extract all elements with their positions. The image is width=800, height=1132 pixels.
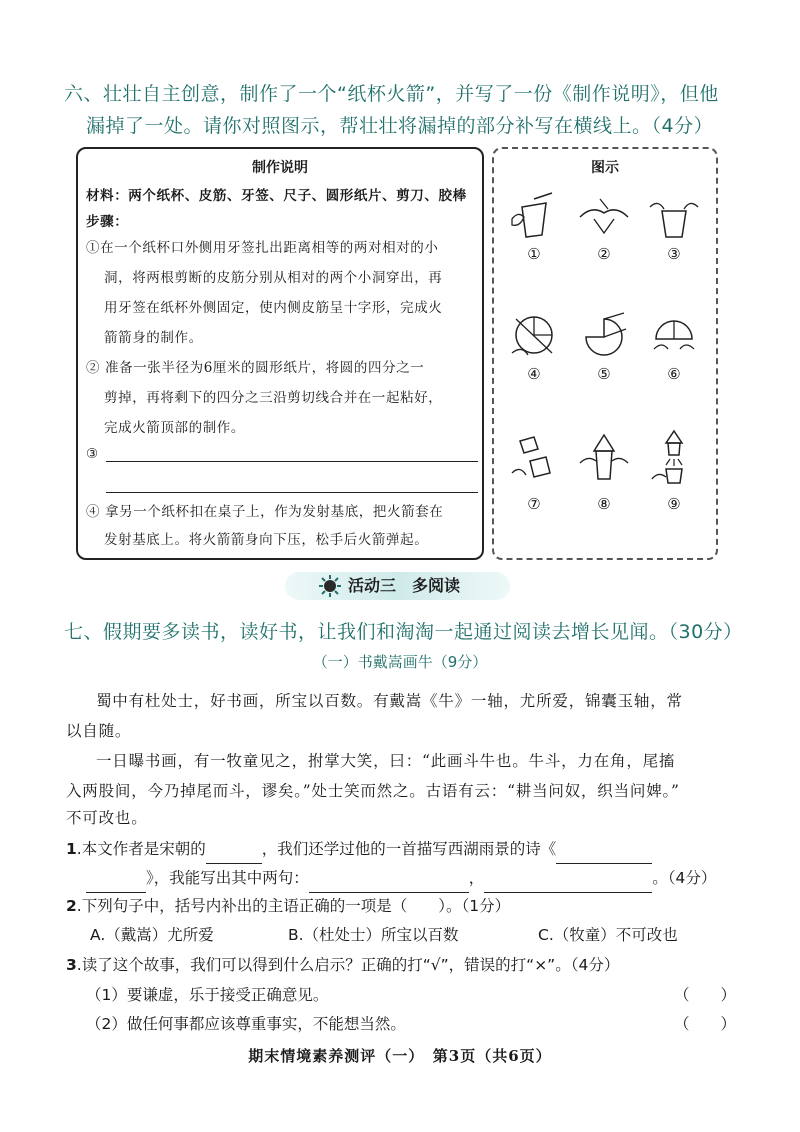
- subquestion-1-text-e: 。（4分）: [652, 869, 717, 887]
- subquestion-2-number: 2: [66, 897, 77, 915]
- passage-para2-line2: 入两股间，今乃掉尾而斗，谬矣。”处士笑而然之。古语有云：“耕当问奴，织当问婢。”: [66, 782, 680, 800]
- reading-subtitle: （一）书戴嵩画牛（9分）: [312, 653, 488, 671]
- option-a[interactable]: A.（戴嵩）尤所爱: [90, 926, 214, 944]
- step2-line3: 完成火箭顶部的制作。: [104, 420, 245, 436]
- instructions-box: [76, 147, 484, 560]
- option-b[interactable]: B.（杜处士）所宝以百数: [288, 926, 459, 944]
- cup-cross-illustration: [644, 189, 704, 249]
- cone-glue-illustration: [644, 309, 704, 369]
- rubber-band-illustration: [574, 189, 634, 249]
- poem-title-blank-a[interactable]: [556, 833, 652, 864]
- step2-line2: 剪掉，再将剩下的四分之三沿剪切线合并在一起粘好，: [104, 390, 443, 406]
- figure-number-6: ⑥: [667, 365, 681, 383]
- materials-text: 材料：两个纸杯、皮筋、牙签、尺子、圆形纸片、剪刀、胶棒: [86, 188, 467, 204]
- passage-para2-line1: 一日曝书画，有一牧童见之，拊掌大笑，曰：“此画斗牛也。牛斗，力在角，尾搐: [96, 752, 676, 770]
- step3-marker: ③: [86, 446, 99, 462]
- poem-line-blank-2[interactable]: [484, 862, 652, 893]
- judgement-answer-1[interactable]: （ ）: [674, 986, 737, 1004]
- diagram-box: [492, 147, 718, 560]
- question-7-title: 七、假期要多读书，读好书，让我们和淘淘一起通过阅读去增长见闻。（30分）: [64, 621, 743, 643]
- figure-number-8: ⑧: [597, 495, 611, 513]
- judgement-answer-2[interactable]: （ ）: [674, 1015, 737, 1033]
- figure-number-1: ①: [527, 245, 541, 263]
- figure-number-5: ⑤: [597, 365, 611, 383]
- circle-cut-illustration: [504, 309, 564, 369]
- sun-badge-icon: [318, 574, 342, 598]
- step3-answer-line1[interactable]: [106, 461, 478, 462]
- rocket-assemble-illustration: [574, 429, 634, 489]
- diagram-title: 图示: [591, 160, 619, 176]
- step1-line3: 用牙签在纸杯外侧固定，使内侧皮筋呈十字形，完成火: [104, 300, 443, 316]
- cup-base-illustration: [504, 429, 564, 489]
- poem-line-blank-1[interactable]: [309, 862, 469, 893]
- subquestion-3-text: .读了这个故事，我们可以得到什么启示？正确的打“√”，错误的打“×”。（4分）: [76, 956, 620, 974]
- step3-answer-line2[interactable]: [106, 492, 478, 493]
- step2-line1: ② 准备一张半径为6厘米的圆形纸片，将圆的四分之一: [86, 360, 425, 376]
- subquestion-1-text-a: .本文作者是宋朝的: [76, 840, 206, 858]
- subquestion-1-text-c: 》，我能写出其中两句：: [146, 869, 309, 887]
- page-footer: 期末情境素养测评（一） 第3页（共6页）: [248, 1047, 552, 1065]
- judgement-item-2: （2）做任何事都应该尊重事实，不能想当然。: [86, 1015, 406, 1033]
- author-dynasty-blank[interactable]: [206, 833, 262, 864]
- step1-line1: ①在一个纸杯口外侧用牙签扎出距离相等的两对相对的小: [86, 240, 439, 256]
- step4-line2: 发射基底上。将火箭箭身向下压，松手后火箭弹起。: [104, 532, 429, 548]
- activity-label: 活动三 多阅读: [348, 576, 461, 595]
- passage-para2-line3: 不可改也。: [66, 809, 148, 827]
- instructions-title: 制作说明: [252, 160, 308, 176]
- subquestion-1-text-d: ，: [468, 869, 485, 887]
- step1-line2: 洞，将两根剪断的皮筋分别从相对的两个小洞穿出，再: [104, 270, 443, 286]
- figure-number-7: ⑦: [527, 495, 541, 513]
- question-6-line1: 六、壮壮自主创意，制作了一个“纸杯火箭”，并写了一份《制作说明》，但他: [64, 83, 719, 105]
- subquestion-1-number: 1: [66, 840, 77, 858]
- subquestion-1-text-b: ，我们还学过他的一首描写西湖雨景的诗《: [261, 840, 557, 858]
- subquestion-2-text: .下列句子中，括号内补出的主语正确的一项是（ ）。（1分）: [76, 897, 511, 915]
- question-6-line2: 漏掉了一处。请你对照图示，帮壮壮将漏掉的部分补写在横线上。（4分）: [86, 115, 714, 137]
- subquestion-1-line2: [86, 862, 716, 893]
- passage-para1-line1: 蜀中有杜处士，好书画，所宝以百数。有戴嵩《牛》一轴，尤所爱，锦囊玉轴，常: [96, 692, 683, 710]
- rocket-launch-illustration: [644, 429, 704, 489]
- passage-para1-line2: 以自随。: [66, 722, 132, 740]
- subquestion-3-number: 3: [66, 956, 77, 974]
- poem-title-blank-b[interactable]: [86, 862, 146, 893]
- figure-number-4: ④: [527, 365, 541, 383]
- subquestion-1-line1: [66, 833, 652, 864]
- cup-poke-hole-illustration: [504, 189, 564, 249]
- judgement-item-1: （1）要谦虚，乐于接受正确意见。: [86, 986, 329, 1004]
- step1-line4: 箭箭身的制作。: [104, 330, 203, 346]
- paper-fold-illustration: [574, 309, 634, 369]
- figure-number-2: ②: [597, 245, 611, 263]
- option-c[interactable]: C.（牧童）不可改也: [538, 926, 678, 944]
- subquestion-2: [66, 891, 510, 921]
- figure-number-9: ⑨: [667, 495, 681, 513]
- figure-number-3: ③: [667, 245, 681, 263]
- steps-label: 步骤：: [86, 214, 129, 230]
- subquestion-3: [66, 950, 619, 980]
- step4-line1: ④ 拿另一个纸杯扣在桌子上，作为发射基底，把火箭套在: [86, 504, 444, 520]
